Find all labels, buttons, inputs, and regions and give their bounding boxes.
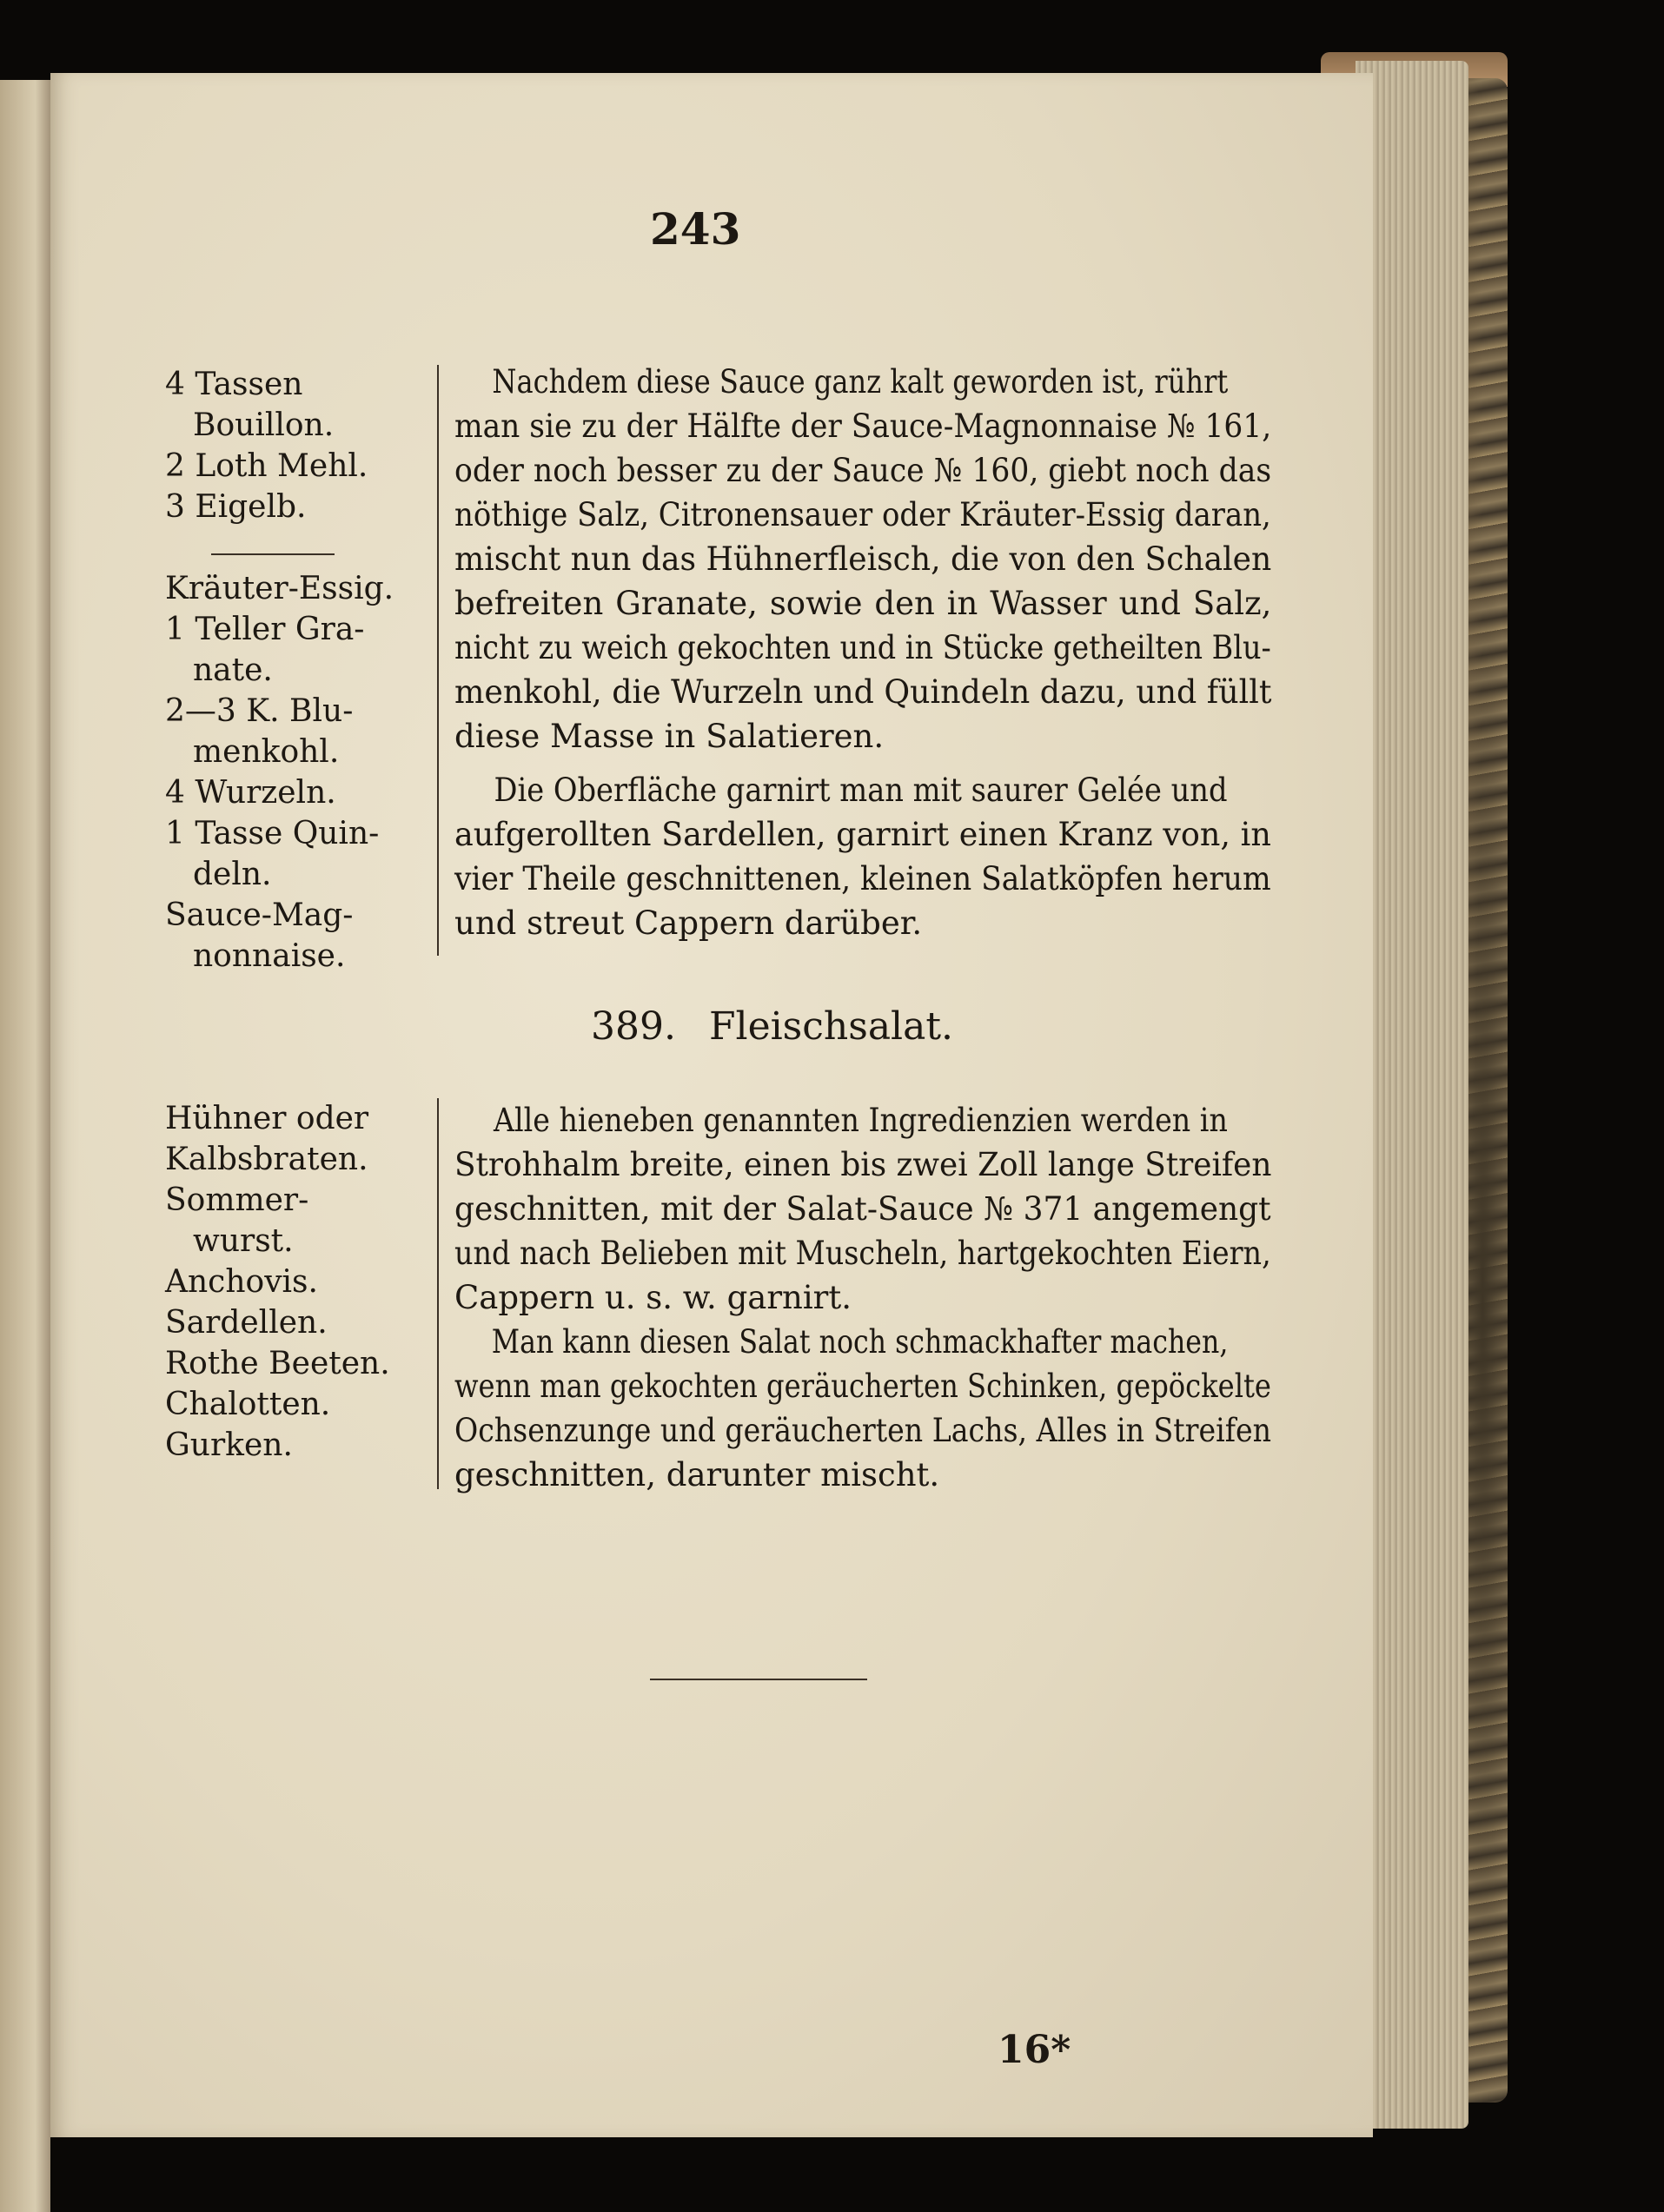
side-line: Kalbsbraten.	[165, 1142, 368, 1177]
side-line: 1 Tasse Quin-	[165, 816, 380, 851]
text-line: menkohl, die Wurzeln und Quindeln dazu, und füllt	[454, 673, 1272, 711]
side-line: 4 Wurzeln.	[165, 775, 336, 811]
text-line: Ochsenzunge und geräucherten Lachs, Alles in Streifen	[454, 1412, 1272, 1449]
side-line: Gurken.	[165, 1427, 293, 1463]
text-line: Strohhalm breite, einen bis zwei Zoll lange Streifen	[454, 1146, 1272, 1183]
recipe-number: 389.	[591, 1004, 676, 1049]
end-divider	[650, 1679, 867, 1680]
text-line: Die Oberfläche garnirt man mit saurer Gelée und	[494, 772, 1228, 809]
side-line: 2 Loth Mehl.	[165, 448, 368, 484]
text-line: und nach Belieben mit Muscheln, hartgekochten Eiern,	[454, 1235, 1271, 1272]
side-ingredients-meat-salad	[165, 1098, 390, 1466]
side-divider	[211, 553, 335, 555]
text-line: Cappern u. s. w. garnirt.	[454, 1279, 852, 1316]
side-line: Rothe Beeten.	[165, 1346, 390, 1381]
side-ingredients-salad	[165, 568, 394, 977]
side-line: 3 Eigelb.	[165, 489, 307, 525]
section-heading	[591, 1004, 953, 1049]
page-number: 243	[650, 203, 741, 255]
book-page	[50, 73, 1373, 2137]
text-line: und streut Cappern darüber.	[454, 904, 923, 942]
recipe-title: Fleischsalat.	[708, 1004, 954, 1049]
column-rule	[437, 365, 439, 956]
side-line: wurst.	[193, 1223, 294, 1259]
side-line: Sauce-Mag-	[165, 897, 354, 933]
text-line: wenn man gekochten geräucherten Schinken, gepöckelte	[454, 1368, 1271, 1405]
paragraph	[454, 768, 1271, 945]
paragraph	[454, 1098, 1271, 1320]
side-line: deln.	[193, 857, 272, 892]
text-line: geschnitten, darunter mischt.	[454, 1456, 940, 1493]
signature-mark: 16*	[998, 2028, 1071, 2072]
text-line: geschnitten, mit der Salat-Sauce № 371 angemengt	[454, 1190, 1271, 1228]
side-line: 1 Teller Gra-	[165, 612, 365, 647]
side-line: Chalotten.	[165, 1387, 331, 1422]
text-line: vier Theile geschnittenen, kleinen Salatköpfen herum	[454, 860, 1271, 897]
text-line: nicht zu weich gekochten und in Stücke getheilten Blu-	[454, 629, 1271, 666]
text-line: Nachdem diese Sauce ganz kalt geworden ist, rührt	[492, 363, 1229, 401]
text-line: mischt nun das Hühnerfleisch, die von den Schalen	[454, 540, 1272, 578]
side-line: 4 Tassen	[165, 367, 303, 402]
text-line: oder noch besser zu der Sauce № 160, giebt noch das	[454, 452, 1272, 489]
side-line: Anchovis.	[165, 1264, 318, 1300]
column-rule	[437, 1098, 439, 1489]
side-line: Sardellen.	[165, 1305, 328, 1341]
paragraph	[454, 1320, 1271, 1497]
text-line: befreiten Granate, sowie den in Wasser und Salz,	[454, 585, 1272, 622]
text-line: Man kann diesen Salat noch schmackhafter machen,	[491, 1323, 1229, 1361]
side-line: Bouillon.	[193, 407, 335, 443]
side-line: 2—3 K. Blu-	[165, 693, 354, 729]
text-line: Alle hieneben genannten Ingredienzien werden in	[493, 1102, 1228, 1139]
side-line: Hühner oder	[165, 1101, 369, 1136]
text-line: nöthige Salz, Citronensauer oder Kräuter-Essig daran,	[454, 496, 1271, 533]
side-ingredients-sauce	[165, 364, 368, 527]
side-line: Kräuter-Essig.	[165, 571, 394, 606]
text-line: diese Masse in Salatieren.	[454, 718, 885, 755]
previous-page-edge	[0, 80, 50, 2212]
side-line: nate.	[193, 652, 273, 688]
paragraph	[454, 360, 1271, 758]
side-line: Sommer-	[165, 1182, 309, 1218]
side-line: nonnaise.	[193, 938, 346, 974]
text-line: man sie zu der Hälfte der Sauce-Magnonnaise № 161,	[454, 407, 1272, 445]
text-line: aufgerollten Sardellen, garnirt einen Kranz von, in	[454, 816, 1271, 853]
side-line: menkohl.	[193, 734, 340, 770]
